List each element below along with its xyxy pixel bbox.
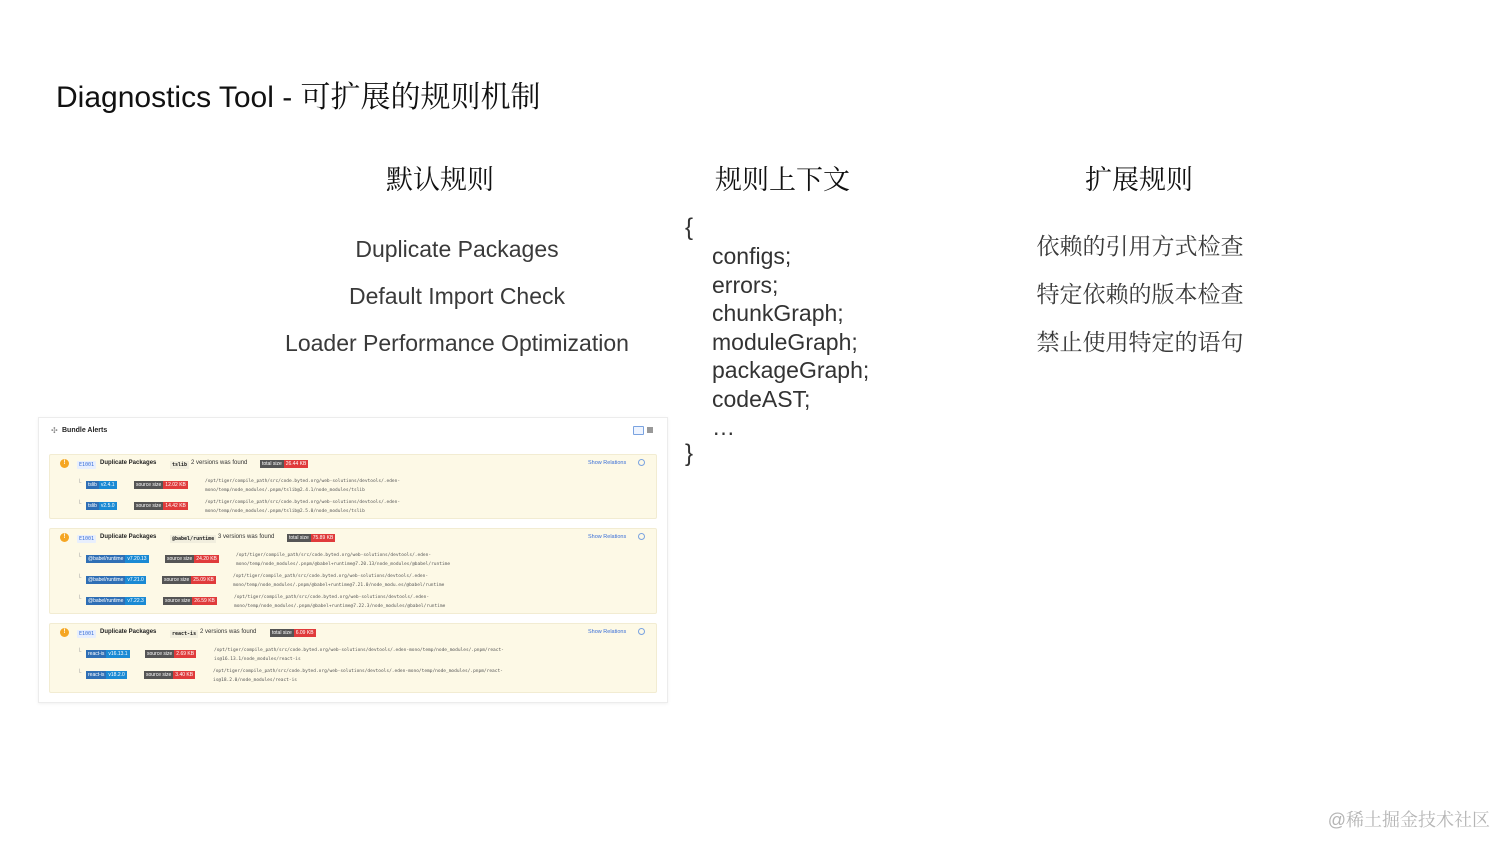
source-size-pill: source size 2.69 KB xyxy=(147,651,195,657)
source-size-pill: source size 14.42 KB xyxy=(136,503,186,509)
error-code-tag: E1001 xyxy=(79,631,95,637)
versions-text: 2 versions was found xyxy=(200,629,257,635)
warning-icon: ! xyxy=(60,628,69,637)
tree-branch-icon: └ xyxy=(77,649,82,655)
versions-text: 3 versions was found xyxy=(218,534,275,540)
info-icon[interactable] xyxy=(638,459,645,466)
extension-rules-heading: 扩展规则 xyxy=(1085,165,1193,195)
package-path: /opt/tiger/compile_path/src/code.byted.org/web-solutions/devtools/.eden- mono/temp/node_modules/.pnpm/@babel+runtime@7.22.3/node_modules/@babel/runtime xyxy=(234,595,446,609)
show-relations-link[interactable]: Show Relations xyxy=(588,460,627,466)
extension-rule-item: 禁止使用特定的语句 xyxy=(1036,329,1244,355)
total-size-pill: total size 26.44 KB xyxy=(262,461,307,467)
grid-view-icon[interactable] xyxy=(647,427,653,433)
slide-title: Diagnostics Tool - 可扩展的规则机制 xyxy=(56,81,541,114)
package-tag: react-is xyxy=(172,631,197,637)
package-path: /opt/tiger/compile_path/src/code.byted.org/web-solutions/devtools/.eden-mono/temp/node_modules/.pnpm/react- is@18.2.0/node_modules/react-is xyxy=(213,669,503,683)
context-item: configs; xyxy=(712,243,792,269)
watermark: @稀土掘金技术社区 xyxy=(1327,810,1490,830)
show-relations-link[interactable]: Show Relations xyxy=(588,534,627,540)
error-code-tag: E1001 xyxy=(79,536,95,542)
show-relations-link[interactable]: Show Relations xyxy=(588,629,627,635)
default-rule-item: Default Import Check xyxy=(348,283,566,309)
warning-icon: ! xyxy=(60,533,69,542)
list-view-icon[interactable] xyxy=(633,426,644,435)
alert-card xyxy=(49,623,657,693)
package-path: /opt/tiger/compile_path/src/code.byted.org/web-solutions/devtools/.eden-mono/temp/node_modules/.pnpm/react- is@16.13.1/node_modules/react-is xyxy=(214,648,504,662)
alert-type: Duplicate Packages xyxy=(100,534,157,540)
tree-branch-icon: └ xyxy=(77,554,82,560)
alert-type: Duplicate Packages xyxy=(100,460,157,466)
rule-context-heading: 规则上下文 xyxy=(715,165,850,195)
package-version-row xyxy=(50,593,656,613)
source-size-pill: source size 3.40 KB xyxy=(146,672,194,678)
version-pill: tslib v2.5.0 xyxy=(88,503,115,509)
source-size-pill: source size 26.59 KB xyxy=(165,598,215,604)
source-size-pill: source size 24.20 KB xyxy=(167,556,217,562)
context-item: … xyxy=(712,414,735,440)
tree-branch-icon: └ xyxy=(77,480,82,486)
package-path: /opt/tiger/compile_path/src/code.byted.org/web-solutions/devtools/.eden- mono/temp/node_modules/.pnpm/@babel+runtime@7.21.0/node_modu.es/@babel/runtime xyxy=(233,574,445,588)
info-icon[interactable] xyxy=(638,533,645,540)
version-pill: react-is v16.13.1 xyxy=(88,651,128,657)
package-path: /opt/tiger/compile_path/src/code.byted.org/web-solutions/devtools/.eden- mono/temp/node_modules/.pnpm/tslib@2.5.0/node_modules/tslib xyxy=(205,500,401,514)
package-version-row xyxy=(50,572,656,592)
bundle-alerts-panel xyxy=(38,417,668,703)
total-size-pill: total size 6.09 KB xyxy=(272,630,314,636)
version-pill: tslib v2.4.1 xyxy=(88,482,115,488)
tree-branch-icon: └ xyxy=(77,670,82,676)
extension-rule-item: 依赖的引用方式检查 xyxy=(1036,233,1244,259)
default-rule-item: Duplicate Packages xyxy=(355,236,559,262)
total-size-pill: total size 75.89 KB xyxy=(289,535,334,541)
context-item: moduleGraph; xyxy=(712,328,858,355)
default-rules-heading: 默认规则 xyxy=(386,165,494,195)
context-close-brace: } xyxy=(685,440,694,467)
source-size-pill: source size 25.09 KB xyxy=(164,577,214,583)
version-pill: @babel/runtime v7.21.0 xyxy=(88,577,144,583)
package-version-row xyxy=(50,667,656,687)
alert-card xyxy=(49,454,657,519)
version-pill: @babel/runtime v7.20.13 xyxy=(88,556,147,562)
context-item: packageGraph; xyxy=(712,357,870,383)
context-open-brace: { xyxy=(685,214,694,241)
context-item: chunkGraph; xyxy=(712,300,844,326)
package-tag: @babel/runtime xyxy=(172,536,215,542)
package-version-row xyxy=(50,551,656,571)
default-rule-item: Loader Performance Optimization xyxy=(285,330,629,356)
package-path: /opt/tiger/compile_path/src/code.byted.org/web-solutions/devtools/.eden- mono/temp/node_modules/.pnpm/@babel+runtime@7.20.13/node_modules/@babel/runtime xyxy=(236,553,451,567)
extension-rule-item: 特定依赖的版本检查 xyxy=(1036,281,1244,307)
version-pill: @babel/runtime v7.22.3 xyxy=(88,598,144,604)
info-icon[interactable] xyxy=(638,628,645,635)
extension-rules-list xyxy=(1030,229,1250,373)
default-rules-list xyxy=(262,232,652,373)
version-pill: react-is v18.2.0 xyxy=(88,672,125,678)
tree-branch-icon: └ xyxy=(77,575,82,581)
collapse-icon[interactable]: ✣ xyxy=(51,426,58,435)
alert-type: Duplicate Packages xyxy=(100,629,157,635)
context-item: codeAST; xyxy=(712,385,811,412)
error-code-tag: E1001 xyxy=(79,462,95,468)
tree-branch-icon: └ xyxy=(77,501,82,507)
package-version-row xyxy=(50,498,656,518)
package-version-row xyxy=(50,646,656,666)
package-version-row xyxy=(50,477,656,497)
warning-icon: ! xyxy=(60,459,69,468)
package-path: /opt/tiger/compile_path/src/code.byted.org/web-solutions/devtools/.eden- mono/temp/node_modules/.pnpm/tslib@2.4.1/node_modules/tslib xyxy=(205,479,401,493)
package-tag: tslib xyxy=(172,462,188,468)
panel-header xyxy=(39,418,667,446)
versions-text: 2 versions was found xyxy=(191,460,248,466)
panel-title: Bundle Alerts xyxy=(62,427,108,434)
alert-card xyxy=(49,528,657,614)
tree-branch-icon: └ xyxy=(77,596,82,602)
source-size-pill: source size 12.02 KB xyxy=(136,482,186,488)
context-list xyxy=(712,242,869,442)
context-item: errors; xyxy=(712,271,779,298)
